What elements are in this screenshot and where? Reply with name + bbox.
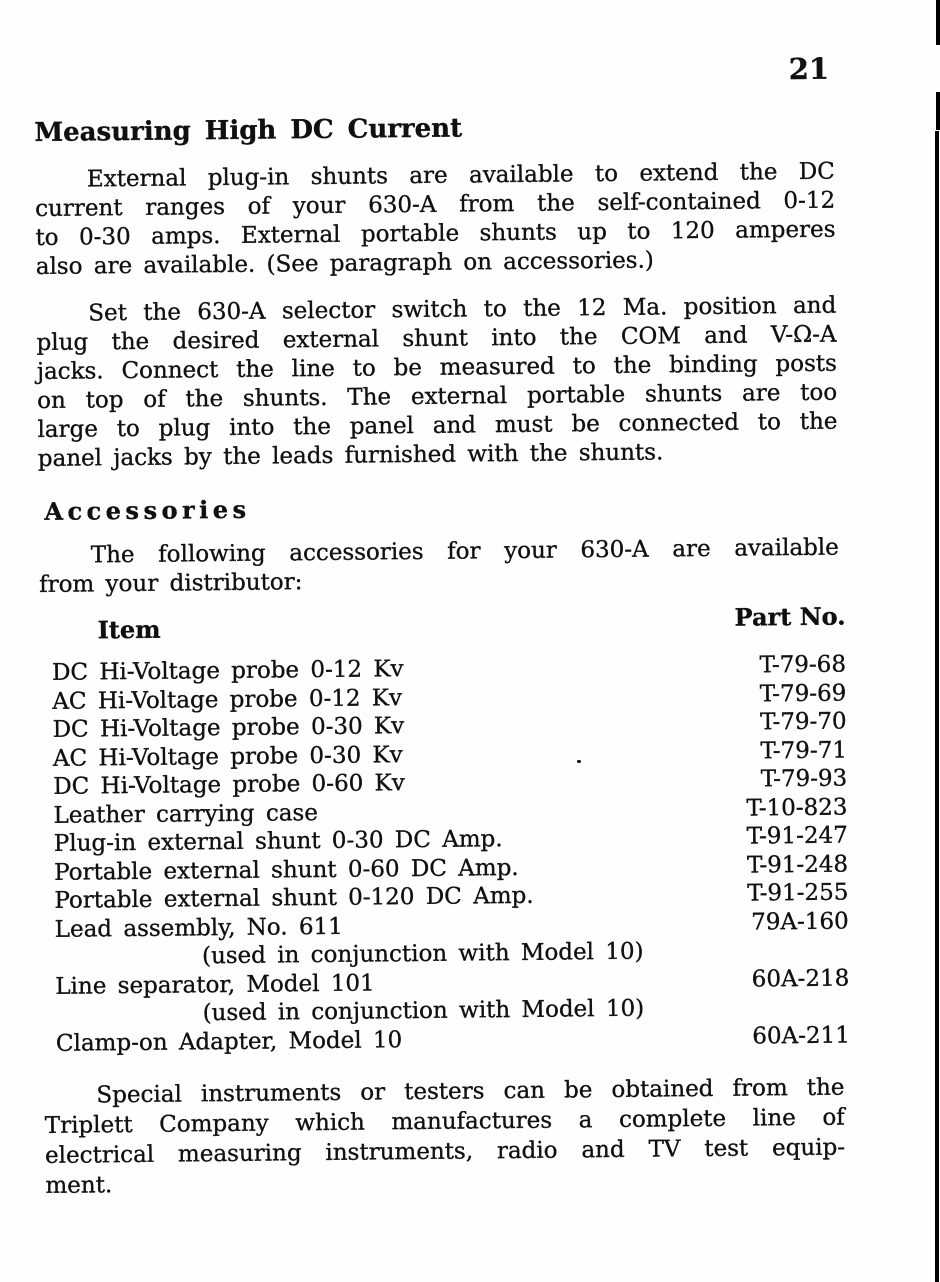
paragraph-selector-switch <box>36 292 838 474</box>
item-cell: AC Hi-Voltage probe 0-30 Kv <box>52 741 403 772</box>
part-cell: T-10-823 <box>746 794 848 822</box>
page-content <box>33 0 858 1282</box>
part-cell: T-79-70 <box>760 708 847 736</box>
text-line: Special instruments or testers can be obtained from the <box>96 1074 845 1109</box>
item-column-header: Item <box>97 614 161 645</box>
text-line: Set the 630-A selector switch to the 12 Ma. position and <box>88 292 837 327</box>
part-no-column-header: Part No. <box>734 601 846 632</box>
measuring-high-dc-current-heading: Measuring High DC Current <box>34 113 463 148</box>
part-cell: 79A-160 <box>750 908 849 936</box>
item-cell: Leather carrying case <box>53 799 319 829</box>
part-cell: T-91-248 <box>746 851 849 879</box>
scan-artifact-line <box>936 92 940 130</box>
item-cell: Portable external shunt 0-60 DC Amp. <box>53 854 519 886</box>
text-line: to 0-30 amps. External portable shunts up to 120 amperes <box>35 216 836 251</box>
paragraph-accessories-intro <box>39 534 840 600</box>
part-cell: T-91-247 <box>746 822 848 850</box>
part-cell: 60A-211 <box>752 1022 851 1050</box>
accessories-table-header <box>39 601 846 645</box>
item-cell: DC Hi-Voltage probe 0-12 Kv <box>51 656 404 686</box>
part-cell: T-79-93 <box>760 765 848 793</box>
text-line: large to plug into the panel and must be connected to the <box>37 408 838 443</box>
text-line: jacks. Connect the line to be measured to the binding posts <box>36 350 837 385</box>
scan-artifact-line <box>936 0 940 45</box>
part-cell: 60A-218 <box>751 965 850 993</box>
text-line: current ranges of your 630-A from the self-contained 0-12 <box>35 187 836 222</box>
item-cell: AC Hi-Voltage probe 0-12 Kv <box>52 684 403 715</box>
text-line: electrical measuring instruments, radio and TV test equip- <box>44 1134 846 1169</box>
accessories-heading: Accessories <box>44 494 251 526</box>
paragraph-special-instruments <box>44 1073 845 1201</box>
item-cell: DC Hi-Voltage probe 0-30 Kv <box>52 713 405 743</box>
text-line: Triplett Company which manufactures a complete line of <box>44 1104 845 1139</box>
page-number: 21 <box>788 51 830 87</box>
text-line: plug the desired external shunt into the COM and V-Ω-A <box>36 321 837 356</box>
item-cell: Clamp-on Adapter, Model 10 <box>55 1026 403 1057</box>
item-cell: (used in conjunction with Model 10) <box>201 938 644 970</box>
item-cell: DC Hi-Voltage probe 0-60 Kv <box>53 770 405 800</box>
scan-artifact-line <box>935 131 939 1282</box>
item-cell: Lead assembly, No. 611 <box>54 913 343 943</box>
accessories-table <box>40 651 850 1058</box>
part-cell: T-79-71 <box>760 737 848 764</box>
item-cell: (used in conjunction with Model 10) <box>202 995 645 1027</box>
text-line: ment. <box>45 1172 113 1199</box>
paragraph-external-shunts <box>35 158 836 282</box>
part-cell: T-91-255 <box>747 879 849 907</box>
text-line: panel jacks by the leads furnished with the shunts. <box>37 439 664 472</box>
part-cell: T-79-69 <box>759 680 847 707</box>
item-cell: Portable external shunt 0-120 DC Amp. <box>54 882 534 914</box>
part-cell: T-79-68 <box>759 651 847 679</box>
text-line: External plug-in shunts are available to extend the DC <box>86 158 835 193</box>
text-line: from your distributor: <box>38 569 303 598</box>
text-line: also are available. (See paragraph on accessories.) <box>35 247 654 280</box>
item-cell: Line separator, Model 101 <box>55 969 375 1000</box>
text-line: on top of the shunts. The external portable shunts are too <box>37 379 838 414</box>
text-line: The following accessories for your 630-A are available <box>90 534 839 569</box>
ink-speck <box>577 760 581 763</box>
item-cell: Plug-in external shunt 0-30 DC Amp. <box>53 826 503 857</box>
